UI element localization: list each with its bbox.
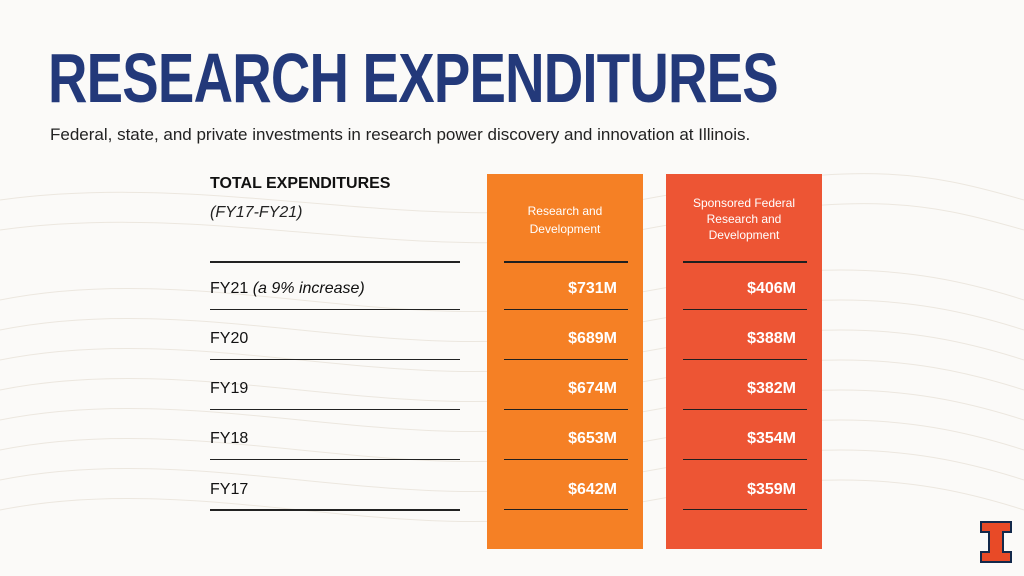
federal-value: $382M: [747, 380, 796, 397]
federal-value: $388M: [747, 330, 796, 347]
label-footer-rule: [210, 509, 460, 511]
column-header: Sponsored Federal Research and Development: [692, 196, 796, 242]
rd-value: $731M: [568, 280, 617, 297]
table-row-label: [210, 380, 248, 398]
year-label: FY21: [210, 280, 249, 297]
page-subtitle: Federal, state, and private investments in research power discovery and innovation at Illinois.: [50, 125, 751, 144]
row-divider: [210, 409, 460, 410]
table-label-heading: TOTAL EXPENDITURES: [210, 175, 391, 192]
year-label: FY20: [210, 330, 249, 347]
federal-value: $354M: [747, 430, 796, 447]
table-row-label: [210, 430, 248, 448]
row-divider: [504, 409, 628, 410]
table-row-label: [210, 280, 365, 298]
row-divider: [683, 409, 807, 410]
row-divider: [504, 309, 628, 310]
row-divider: [504, 459, 628, 460]
row-divider: [683, 459, 807, 460]
column-header-rule: [683, 261, 807, 263]
federal-value: $359M: [747, 481, 796, 498]
rd-value: $674M: [568, 380, 617, 397]
year-label: FY18: [210, 430, 249, 447]
column-header-rule: [504, 261, 628, 263]
block-i-logo-icon: [980, 521, 1012, 563]
row-divider: [210, 309, 460, 310]
row-divider: [210, 459, 460, 460]
column-header: Research and Development: [527, 204, 603, 236]
sponsored-federal-column: [666, 174, 822, 549]
rd-value: $653M: [568, 430, 617, 447]
row-divider: [504, 359, 628, 360]
rd-value: $689M: [568, 330, 617, 347]
year-label: FY19: [210, 380, 249, 397]
table-row-label: [210, 481, 248, 499]
page-title: RESEARCH EXPENDITURES: [48, 39, 778, 117]
table-row-label: [210, 330, 248, 348]
rd-value: $642M: [568, 481, 617, 498]
row-divider: [683, 309, 807, 310]
increase-note: (a 9% increase): [252, 280, 365, 297]
row-divider: [504, 509, 628, 510]
row-divider: [210, 359, 460, 360]
row-divider: [683, 359, 807, 360]
year-label: FY17: [210, 481, 249, 498]
research-development-column: [487, 174, 643, 549]
row-divider: [683, 509, 807, 510]
federal-value: $406M: [747, 280, 796, 297]
table-label-subheading: (FY17-FY21): [210, 204, 303, 221]
label-header-rule: [210, 261, 460, 263]
